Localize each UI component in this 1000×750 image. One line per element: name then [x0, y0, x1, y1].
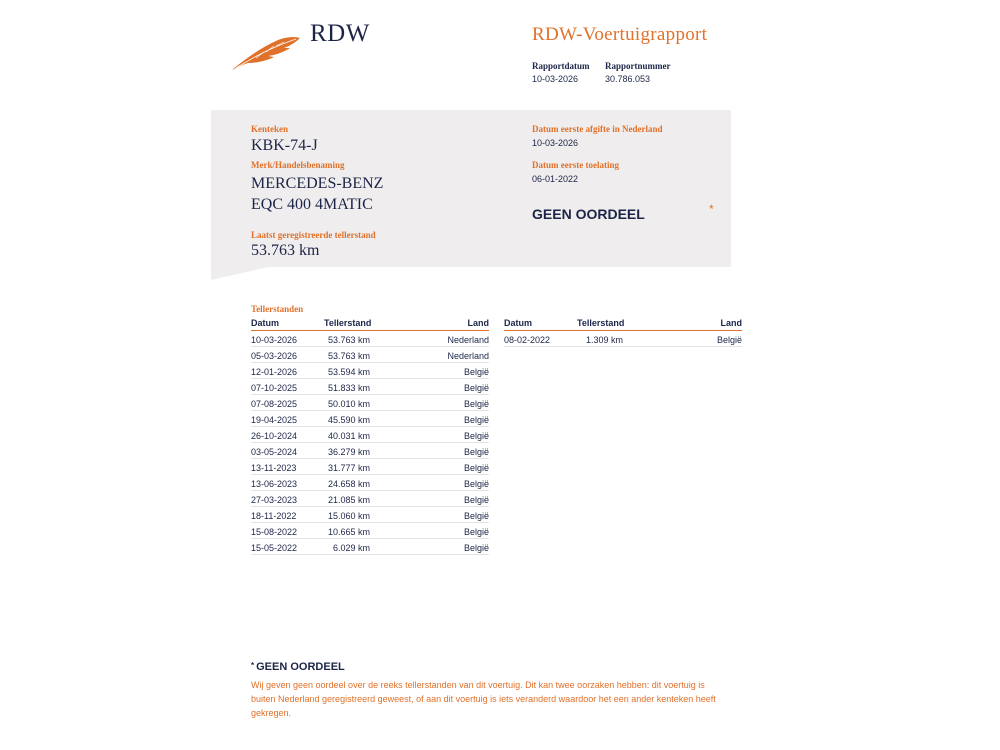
row-country: België [463, 399, 489, 409]
row-date: 13-06-2023 [251, 479, 298, 489]
row-country: België [463, 463, 489, 473]
row-country: België [463, 431, 489, 441]
row-reading: 53.763 km [327, 351, 370, 361]
row-reading: 6.029 km [332, 543, 370, 553]
row-country: Nederland [447, 351, 489, 361]
row-country: België [463, 495, 489, 505]
row-reading: 10.665 km [327, 527, 370, 537]
verdict-text: GEEN OORDEEL [532, 206, 645, 222]
row-country: België [716, 335, 742, 345]
report-title: RDW-Voertuigrapport [532, 24, 708, 45]
row-reading: 50.010 km [327, 399, 370, 409]
table-row [251, 379, 489, 395]
table-row [251, 443, 489, 459]
table-row [251, 475, 489, 491]
plate-value: KBK-74-J [251, 137, 318, 154]
table-header [504, 318, 742, 331]
row-date: 19-04-2025 [251, 415, 298, 425]
row-date: 27-03-2023 [251, 495, 298, 505]
table-row [251, 363, 489, 379]
row-reading: 36.279 km [327, 447, 370, 457]
row-reading: 1.309 km [585, 335, 623, 345]
footnote-text: Wij geven geen oordeel over de reeks tellerstanden van dit voertuig. Dit kan twee oorzaken hebben: dit voertuig is buiten Nederland geregistreerd geweest, of aan dit voertuig is iets veranderd waardoor het een ander kenteken heeft gekregen. [251, 680, 716, 718]
table-row [251, 539, 489, 555]
row-date: 10-03-2026 [251, 335, 298, 345]
make-label: Merk/Handelsbenaming [251, 160, 345, 170]
row-date: 15-05-2022 [251, 543, 298, 553]
plate-label: Kenteken [251, 124, 288, 134]
row-reading: 40.031 km [327, 431, 370, 441]
row-date: 26-10-2024 [251, 431, 298, 441]
table-row [251, 411, 489, 427]
row-date: 18-11-2022 [251, 511, 297, 521]
row-country: België [463, 527, 489, 537]
table-row [504, 331, 742, 347]
row-reading: 31.777 km [327, 463, 370, 473]
rdw-feather-logo-icon [230, 30, 302, 72]
model-value: EQC 400 4MATIC [251, 196, 373, 213]
readings-table-left [251, 318, 489, 555]
row-date: 15-08-2022 [251, 527, 298, 537]
row-country: België [463, 447, 489, 457]
table-row [251, 331, 489, 347]
table-row [251, 427, 489, 443]
table-rows [504, 331, 742, 347]
row-date: 03-05-2024 [251, 447, 298, 457]
table-row [251, 491, 489, 507]
row-reading: 45.590 km [327, 415, 370, 425]
table-header [251, 318, 489, 331]
header-country: Land [467, 318, 489, 328]
row-country: Nederland [447, 335, 489, 345]
row-reading: 21.085 km [327, 495, 370, 505]
first-admission-label: Datum eerste toelating [532, 160, 619, 170]
table-row [251, 507, 489, 523]
brand-name: RDW [310, 20, 370, 47]
footnote-title-text: GEEN OORDEEL [256, 661, 345, 673]
row-country: België [463, 511, 489, 521]
row-country: België [463, 543, 489, 553]
report-date: 10-03-2026 [532, 74, 579, 84]
row-country: België [463, 383, 489, 393]
table-row [251, 347, 489, 363]
table-row [251, 523, 489, 539]
header-country: Land [720, 318, 742, 328]
make-value: MERCEDES-BENZ [251, 175, 384, 192]
first-admission-value: 06-01-2022 [532, 174, 579, 184]
header-reading: Tellerstand [577, 318, 625, 328]
table-row [251, 459, 489, 475]
row-country: België [463, 479, 489, 489]
readings-title: Tellerstanden [251, 304, 304, 314]
report-date-label: Rapportdatum [532, 61, 590, 71]
first-nl-value: 10-03-2026 [532, 138, 579, 148]
row-country: België [463, 415, 489, 425]
row-date: 12-01-2026 [251, 367, 298, 377]
odometer-value: 53.763 km [251, 242, 320, 259]
report-number-label: Rapportnummer [605, 61, 671, 71]
header-date: Datum [504, 318, 533, 328]
row-date: 08-02-2022 [504, 335, 551, 345]
odometer-label: Laatst geregistreerde tellerstand [251, 230, 376, 240]
row-reading: 51.833 km [327, 383, 370, 393]
report-number: 30.786.053 [605, 74, 651, 84]
table-rows [251, 331, 489, 555]
row-reading: 15.060 km [327, 511, 370, 521]
header-date: Datum [251, 318, 280, 328]
row-date: 05-03-2026 [251, 351, 298, 361]
row-date: 07-08-2025 [251, 399, 298, 409]
footnote-marker: * [251, 661, 255, 670]
footnote-title [251, 661, 345, 673]
row-reading: 53.763 km [327, 335, 370, 345]
verdict-asterisk: * [709, 202, 714, 216]
row-reading: 53.594 km [327, 367, 370, 377]
first-nl-label: Datum eerste afgifte in Nederland [532, 124, 663, 134]
readings-table-right [504, 318, 742, 347]
table-row [251, 395, 489, 411]
summary-panel-notch [211, 266, 273, 280]
row-date: 07-10-2025 [251, 383, 298, 393]
row-country: België [463, 367, 489, 377]
row-reading: 24.658 km [327, 479, 370, 489]
row-date: 13-11-2023 [251, 463, 297, 473]
header-reading: Tellerstand [324, 318, 372, 328]
